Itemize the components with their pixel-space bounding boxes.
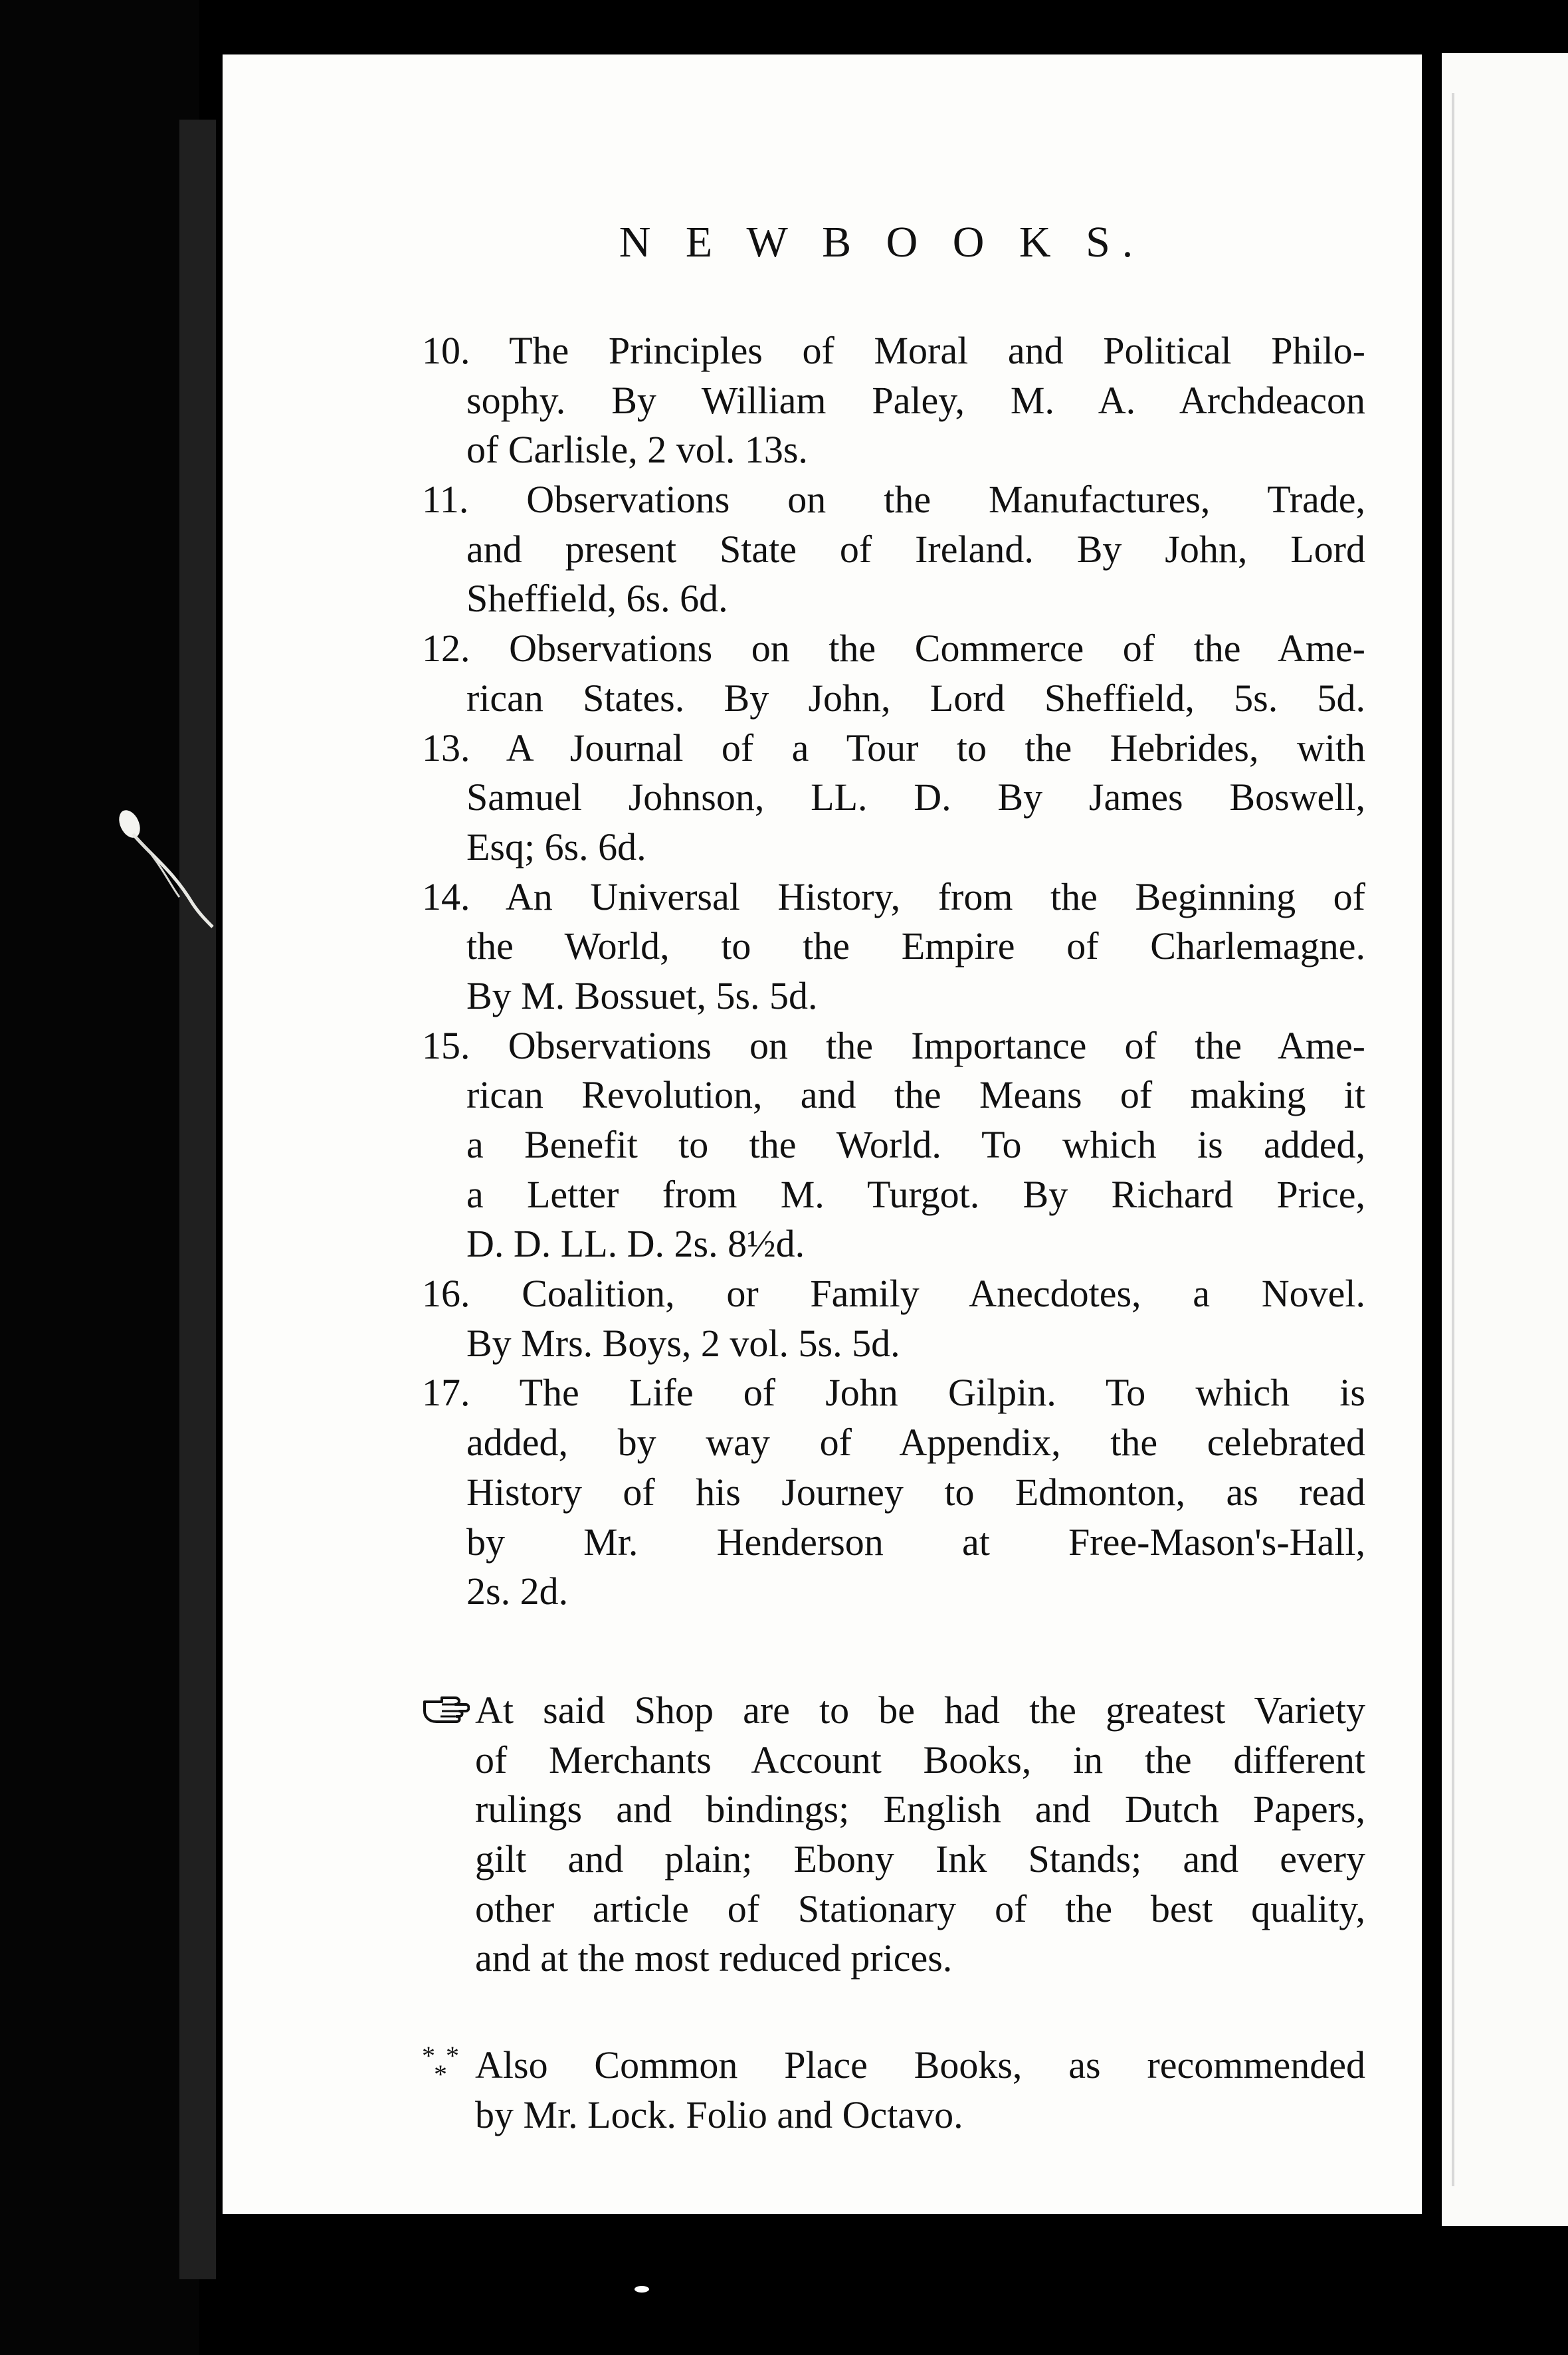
- document-page: [223, 54, 1422, 2214]
- svg-text:*: *: [446, 2045, 459, 2071]
- entry-line: added, by way of Appendix, the celebrated: [466, 1421, 1365, 1465]
- binding-thread: [106, 797, 219, 934]
- book-entry-10: [422, 326, 1365, 475]
- entry-line: Sheffield, 6s. 6d.: [466, 577, 728, 621]
- asterism-icon: [422, 2041, 475, 2091]
- entry-line: 14. An Universal History, from the Beginning of: [422, 874, 1365, 918]
- entry-line: By M. Bossuet, 5s. 5d.: [466, 973, 818, 1017]
- entry-line: 13. A Journal of a Tour to the Hebrides, with: [422, 726, 1365, 769]
- entry-line: a Benefit to the World. To which is added,: [466, 1123, 1365, 1166]
- scan-background-left: [0, 0, 199, 2355]
- entry-line: Samuel Johnson, LL. D. By James Boswell,: [466, 775, 1365, 819]
- book-entry-17: [422, 1368, 1365, 1616]
- book-entry-14: [422, 872, 1365, 1021]
- book-list: [422, 326, 1365, 1617]
- book-entry-16: [422, 1269, 1365, 1368]
- entry-line: rican Revolution, and the Means of making it: [466, 1073, 1365, 1117]
- entry-line: 17. The Life of John Gilpin. To which is: [422, 1371, 1365, 1415]
- book-entry-11: [422, 475, 1365, 624]
- also-notice: [422, 2041, 1365, 2140]
- also-text: Also Common Place Books, as recommended: [475, 2043, 1365, 2087]
- entry-line: and present State of Ireland. By John, Lord: [466, 527, 1365, 571]
- entry-line: D. D. LL. D. 2s. 8½d.: [466, 1222, 805, 1266]
- entry-line: 12. Observations on the Commerce of the Ame-: [422, 627, 1365, 670]
- notice-line: and at the most reduced prices.: [475, 1936, 953, 1980]
- entry-line: the World, to the Empire of Charlemagne.: [466, 924, 1365, 968]
- notice-line: [422, 1686, 1365, 1736]
- notice-line: other article of Stationary of the best quality,: [475, 1887, 1365, 1930]
- book-entry-12: [422, 624, 1365, 723]
- notice-line: of Merchants Account Books, in the different: [475, 1738, 1365, 1782]
- book-entry-13: [422, 724, 1365, 872]
- book-binding-edge: [179, 120, 216, 2279]
- entry-line: sophy. By William Paley, M. A. Archdeacon: [466, 378, 1365, 422]
- entry-line: Esq; 6s. 6d.: [466, 825, 646, 869]
- notice-text: At said Shop are to be had the greatest Variety: [475, 1689, 1365, 1732]
- entry-line: By Mrs. Boys, 2 vol. 5s. 5d.: [466, 1321, 900, 1365]
- scan-speck: [635, 2286, 649, 2293]
- entry-line: History of his Journey to Edmonton, as read: [466, 1470, 1365, 1514]
- notice-line: gilt and plain; Ebony Ink Stands; and every: [475, 1837, 1365, 1881]
- also-line: [422, 2041, 1365, 2091]
- book-entry-15: [422, 1021, 1365, 1269]
- entry-line: 2s. 2d.: [466, 1570, 569, 1613]
- entry-line: of Carlisle, 2 vol. 13s.: [466, 428, 808, 472]
- svg-text:*: *: [434, 2059, 447, 2085]
- svg-text:*: *: [422, 2045, 435, 2071]
- facing-page-edge: [1442, 53, 1568, 2226]
- also-line: by Mr. Lock. Folio and Octavo.: [475, 2093, 963, 2136]
- facing-page-gutter: [1452, 93, 1454, 2186]
- entry-line: rican States. By John, Lord Sheffield, 5s. 5d.: [466, 676, 1365, 720]
- notice-line: rulings and bindings; English and Dutch Papers,: [475, 1788, 1365, 1831]
- entry-line: 16. Coalition, or Family Anecdotes, a Novel.: [422, 1272, 1365, 1316]
- entry-line: 11. Observations on the Manufactures, Trade,: [422, 478, 1365, 522]
- entry-line: by Mr. Henderson at Free-Mason's-Hall,: [466, 1520, 1365, 1564]
- entry-line: 15. Observations on the Importance of the Ame-: [422, 1023, 1365, 1067]
- shop-notice: [422, 1686, 1365, 1984]
- page-heading: N E W B O O K S.: [619, 218, 1145, 266]
- pointing-hand-icon: [422, 1686, 475, 1736]
- entry-line: a Letter from M. Turgot. By Richard Price,: [466, 1172, 1365, 1216]
- entry-line: 10. The Principles of Moral and Political Philo-: [422, 329, 1365, 372]
